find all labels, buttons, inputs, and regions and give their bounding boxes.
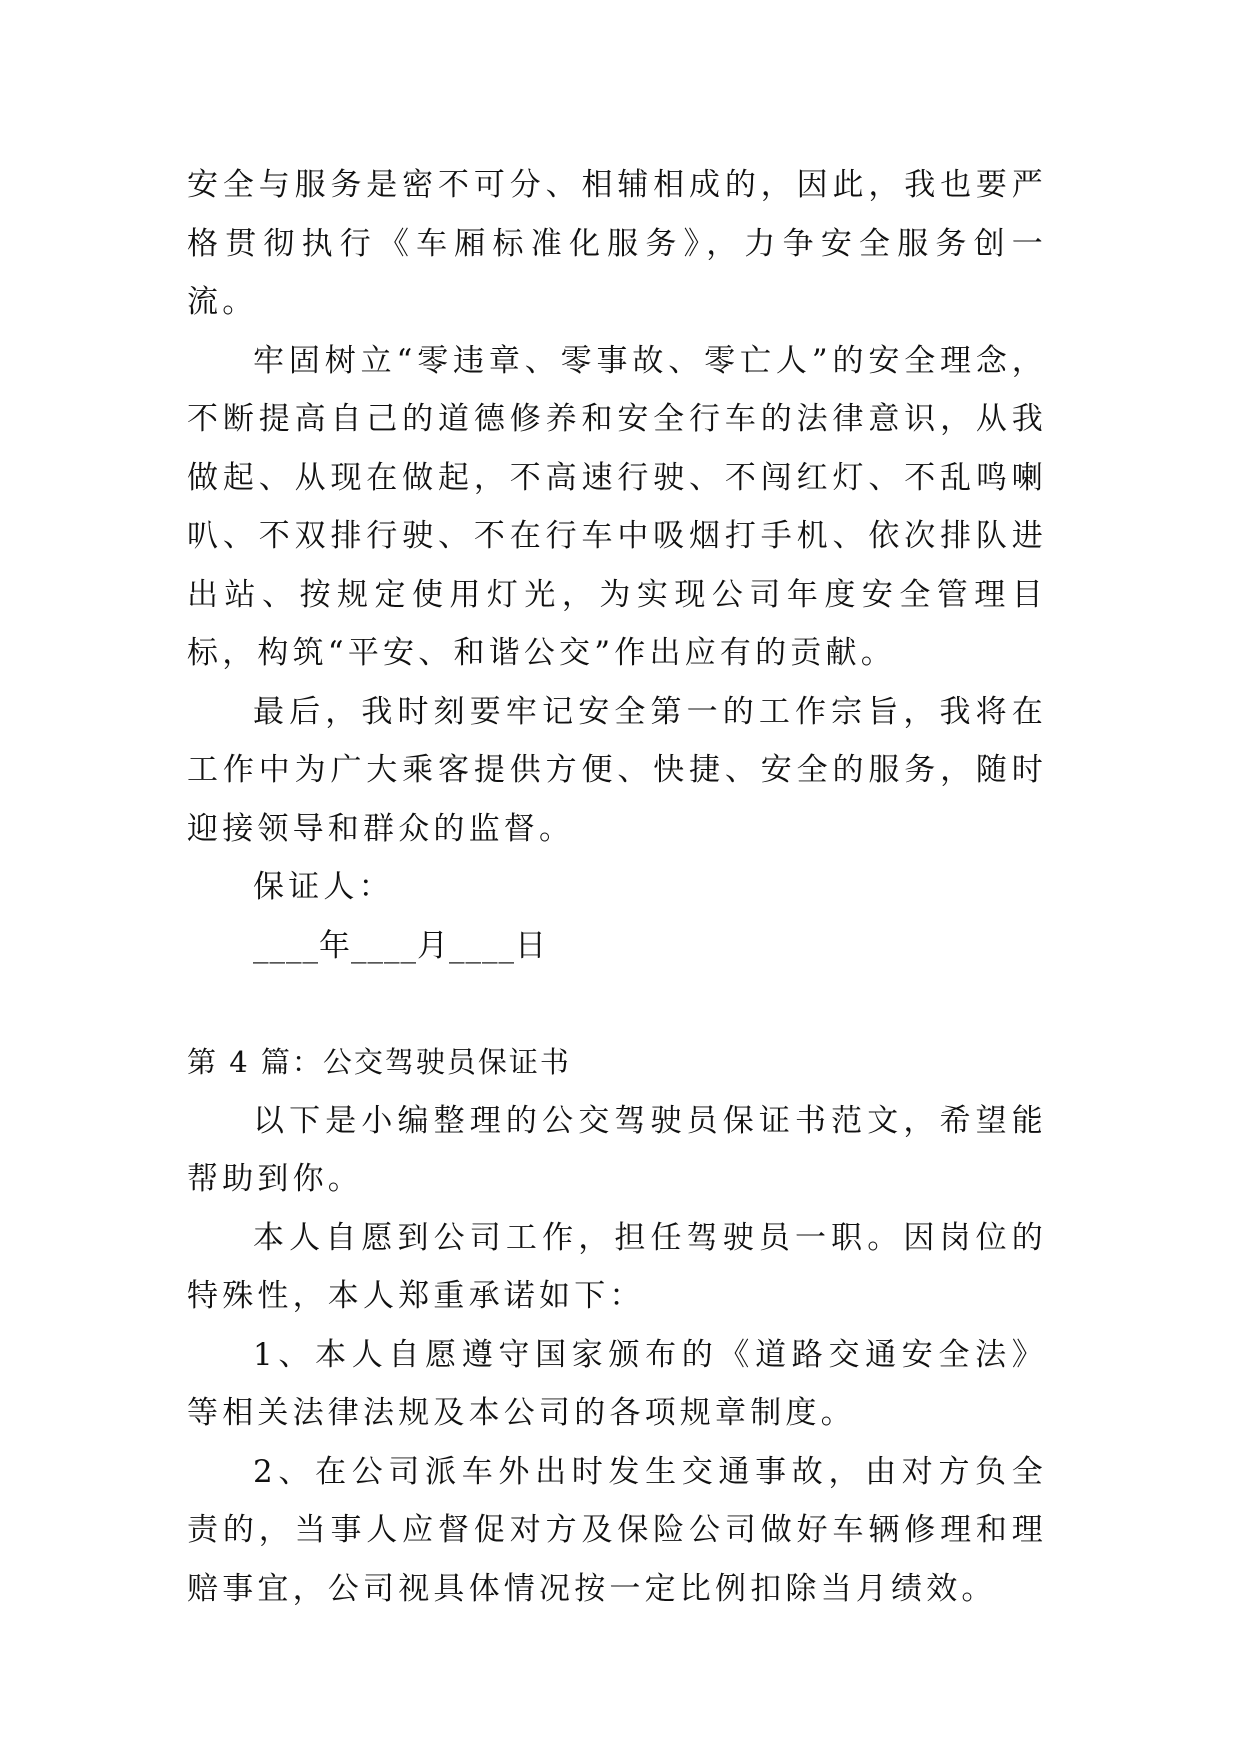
numbered-clause: 1、本人自愿遵守国家颁布的《道路交通安全法》等相关法律法规及本公司的各项规章制度。 (187, 1336, 1047, 1431)
signature-label: 保证人： (253, 869, 394, 905)
section-heading: 第 4 篇：公交驾驶员保证书 (187, 1045, 571, 1079)
document-body (187, 156, 1047, 1618)
paragraph: 最后，我时刻要牢记安全第一的工作宗旨，我将在工作中为广大乘客提供方便、快捷、安全的服务，随时迎接领导和群众的监督。 (187, 693, 1047, 847)
paragraph: 本人自愿到公司工作，担任驾驶员一职。因岗位的特殊性，本人郑重承诺如下： (187, 1219, 1047, 1314)
numbered-clause: 2、在公司派车外出时发生交通事故，由对方负全责的，当事人应督促对方及保险公司做好车辆修理和理赔事宜，公司视具体情况按一定比例扣除当月绩效。 (187, 1453, 1047, 1607)
paragraph: 安全与服务是密不可分、相辅相成的，因此，我也要严格贯彻执行《车厢标准化服务》，力争安全服务创一流。 (187, 167, 1047, 320)
date-line: ____年____月____日 (253, 927, 547, 964)
section-gap (187, 975, 1047, 1033)
paragraph: 牢固树立“零违章、零事故、零亡人”的安全理念，不断提高自己的道德修养和安全行车的法律意识，从我做起、从现在做起，不高速行驶、不闯红灯、不乱鸣喇叭、不双排行驶、不在行车中吸烟打手机、依次排队进出站、按规定使用灯光，为实现公司年度安全管理目标，构筑“平安、和谐公交”作出应有的贡献。 (187, 342, 1047, 671)
paragraph: 以下是小编整理的公交驾驶员保证书范文，希望能帮助到你。 (187, 1102, 1047, 1197)
